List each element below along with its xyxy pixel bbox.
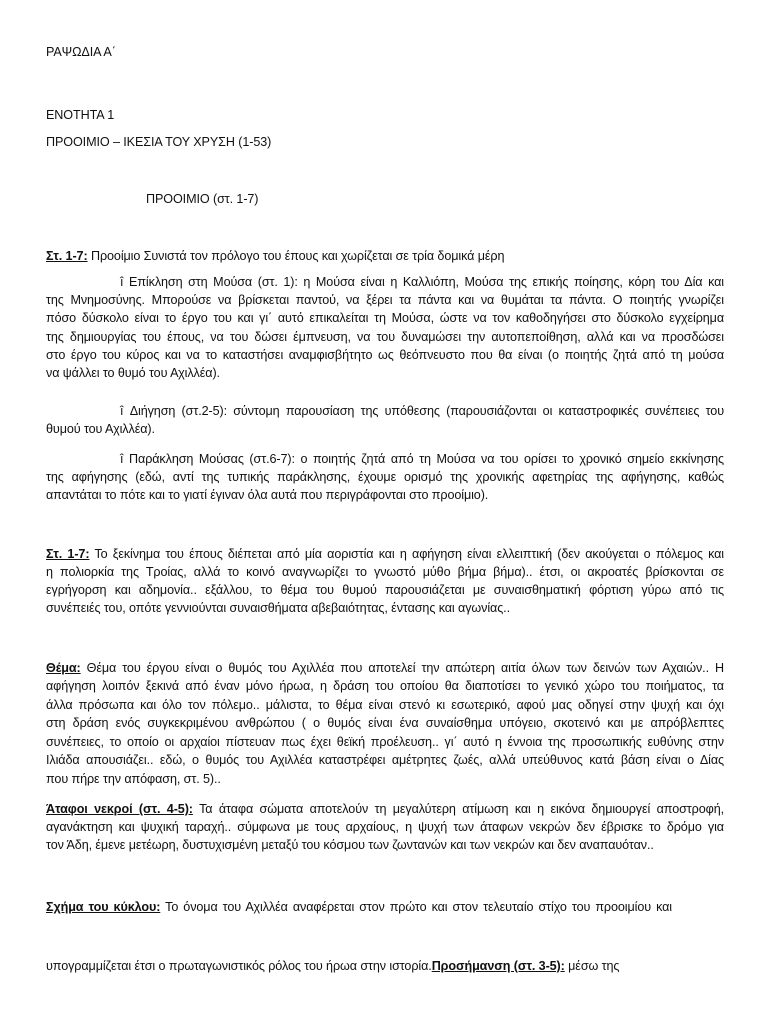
p4-line-3: τον Άδη, έμενε μετέωρη, δυστυχισμένη μεταξύ του κόσμου των ζωντανών και των νεκρών και δεν αναπαυόταν.. [46,838,654,852]
verses-label: Στ. 1-7: [46,249,88,263]
p3-line-1: Θέμα: Θέμα του έργου είναι ο θυμός του Αχιλλέα που αποτελεί την απώτερη αιτία όλων των δεινών των Αχαιών.. Η [46,661,724,675]
intro-text: Προοίμιο Συνιστά τον πρόλογο του έπους και χωρίζεται σε τρία δομικά μέρη [87,249,505,263]
rhapsody-heading: ΡΑΨΩΔΙΑ Α΄ [46,45,116,59]
bullet-1-line-2: της Μνημοσύνης. Μπορούσε να βρίσκεται παντού, να ξέρει τα πάντα και να θυμάται τα πάντα. Ο ποιητής γνωρίζει [46,293,724,307]
foreshadowing-label: Προσήμανση (στ. 3-5): [431,959,565,973]
bullet-marker-icon: î [120,275,124,289]
p3-line-7: που πήρε την απόφαση, στ. 5).. [46,772,221,786]
p4-line-1: Άταφοι νεκροί (στ. 4-5): Τα άταφα σώματα αποτελούν τη μεγαλύτερη ατίμωση και η εικόνα δημιουργεί αποστροφή, [46,802,724,816]
p3-line-4: στη δράση ενός συγκεκριμένου ανθρώπου ( ο θυμός είναι ένα συναίσθημα υπόγειο, σκοτεινό και με απρόβλεπτες [46,716,724,730]
unit-heading: ΕΝΟΤΗΤΑ 1 [46,108,115,122]
theme-label: Θέμα: [46,661,81,675]
p3-line-3: άλλα πρόσωπα και όλο τον πόλεμο.. μάλιστα, το θέμα είναι στενό κι εσωτερικό, αφού μας οδηγεί στην ψυχή και όχι [46,698,724,712]
bullet-2-line-1: î Διήγηση (στ.2-5): σύντομη παρουσίαση της υπόθεσης (παρουσιάζονται οι καταστροφικές συνέπειες του [120,404,724,418]
bullet-3-line-1: î Παράκληση Μούσας (στ.6-7): ο ποιητής ζητά από τη Μούσα να του ορίσει το χρονικό σημείο εκκίνησης [120,452,724,466]
unburied-dead-label: Άταφοι νεκροί (στ. 4-5): [46,802,193,816]
bullet-1-line-5: στο έργο του κύρος και να το καταστήσει αναμφισβήτητο ως θεόπνευστο που θα είναι (ο ποιητής ζητά από τη μούσα [46,348,724,362]
p4-line-2: αγανάκτηση και ψυχική ταραχή.. σύμφωνα με τους αρχαίους, η ψυχή των άταφων νεκρών δεν έβρισκε το δρόμο για [46,820,724,834]
section-heading: ΠΡΟΟΙΜΙΟ – ΙΚΕΣΙΑ ΤΟΥ ΧΡΥΣΗ (1-53) [46,135,272,149]
p5-line-1: Σχήμα του κύκλου: Το όνομα του Αχιλλέα αναφέρεται στον πρώτο και στον τελευταίο στίχο του προοιμίου και [46,900,672,914]
bullet-1-line-6: να ψάλλει το θυμό του Αχιλλέα). [46,366,220,380]
bullet-1-line-4: της δημιουργίας του έπους, να του δώσει έμπνευση, να του δυναμώσει την αυτοπεποίθηση, αλλά και να προσδώσει [46,330,724,344]
p2-line-4: συνέπειές του, οπότε γεννιούνται συναισθήματα αβεβαιότητας, έντασης και αγωνίας.. [46,601,510,615]
circle-figure-label: Σχήμα του κύκλου: [46,900,161,914]
intro-paragraph [46,248,504,264]
p2-line-1: Στ. 1-7: Το ξεκίνημα του έπους διέπεται από μία αοριστία και η αφήγηση είναι ελλειπτική (δεν ακούγεται ο πόλεμος και [46,547,724,561]
subsection-heading: ΠΡΟΟΙΜΙΟ (στ. 1-7) [146,192,259,206]
bullet-3-line-2: της αφήγησης (εδώ, αντί της τυπικής παράκλησης, έχουμε ορισμό της χρονικής αφετηρίας της αφήγησης, καθώς [46,470,724,484]
p3-line-5: συνέπειες, το οποίο οι αρχαίοι πίστευαν πως έχει θεϊκή προέλευση.. γι΄ αυτό η έννοια της προσωπικής ευθύνης στην [46,735,724,749]
bullet-3-line-3: απαντάται το πότε και το γιατί έγιναν όλα αυτά που περιγράφονται στο προοίμιο). [46,488,489,502]
p3-line-6: Ιλιάδα απουσιάζει.. εδώ, ο θυμός του Αχιλλέα καταστρέφει αμέτρητες ζωές, αλλά υπεύθυνος κατά βάση είναι ο Δίας [46,753,724,767]
bullet-1-line-1: î Επίκληση στη Μούσα (στ. 1): η Μούσα είναι η Καλλιόπη, Μούσα της επικής ποίησης, κόρη του Δία και [120,275,724,289]
p6-line-1: υπογραμμίζεται έτσι ο πρωταγωνιστικός ρόλος του ήρωα στην ιστορία.Προσήμανση (στ. 3-5): μέσω της [46,959,620,973]
bullet-marker-icon: î [120,452,124,466]
bullet-marker-icon: î [120,404,124,418]
bullet-1-line-3: πόσο δύσκολο είναι το έργο του και γι΄ αυτό επικαλείται τη Μούσα, ώστε να τον καθοδηγήσει στο δύσκολο εγχείρημα [46,311,724,325]
p3-line-2: αφήγηση λοιπόν ξεκινά από έναν μόνο ήρωα, η δράση του οποίου θα διαποτίσει το γενικό χώρο του ποιήματος, τα [46,679,724,693]
verses-label: Στ. 1-7: [46,547,90,561]
p2-line-2: η πολιορκία της Τροίας, αλλά το κοινό αναγνωρίζει το γνωστό μύθο βήμα βήμα).. έτσι, οι ακροατές βρίσκονται σε [46,565,724,579]
p2-line-3: εγρήγορση και αδημονία.. εξάλλου, το θέμα του θυμού παρουσιάζεται με συναισθηματική φόρτιση γύρω από τις [46,583,724,597]
bullet-2-line-2: θυμού του Αχιλλέα). [46,422,155,436]
